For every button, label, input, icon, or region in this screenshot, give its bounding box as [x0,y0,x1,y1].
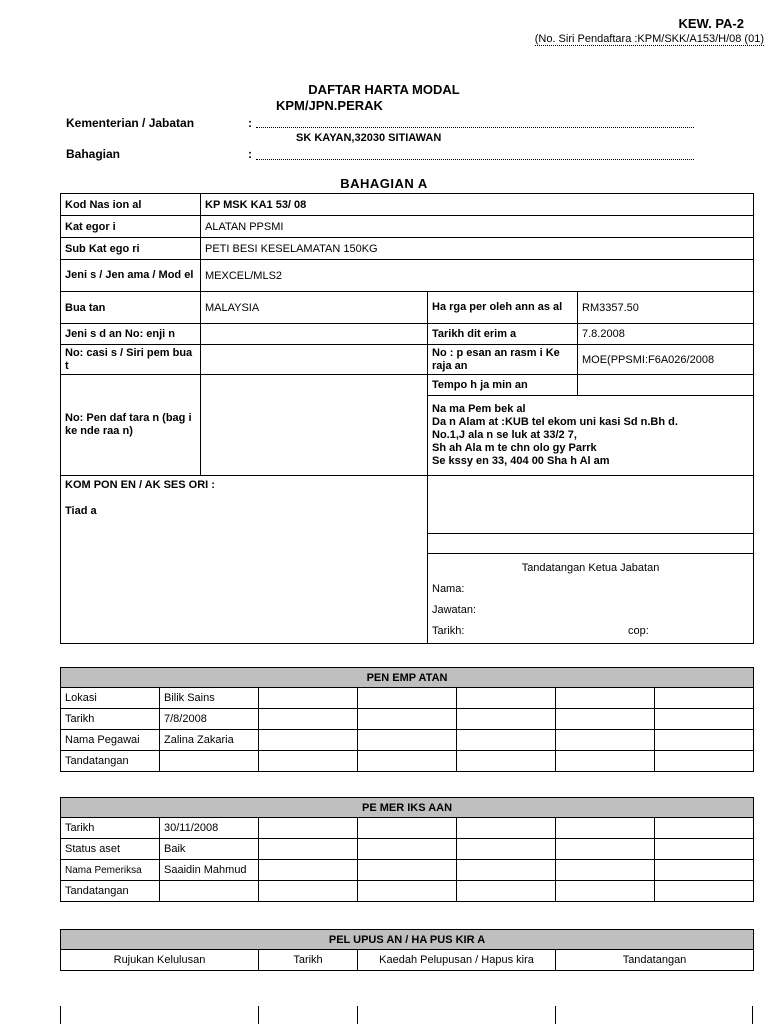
enjin-label: Jeni s d an No: enji n [61,324,201,345]
pelupusan-header-cell: Tandatangan [556,950,754,971]
pemeriksaan-row [61,860,754,881]
pemeriksaan-empty-cell [655,839,754,860]
komponen-value: Tiad a [65,505,97,517]
penempatan-row-label: Nama Pegawai [61,730,160,751]
bottom-rule-5 [752,1006,753,1024]
signature-cop: cop: [628,625,649,637]
form-code: KEW. PA-2 [678,16,744,31]
penempatan-empty-cell [259,730,358,751]
pelupusan-title: PEL UPUS AN / HA PUS KIR A [61,930,754,950]
pemeriksaan-empty-cell [358,818,457,839]
casis-label: No: casi s / Siri pem bua t [61,345,201,375]
pemeriksaan-table [60,797,754,902]
blank-cell-1 [428,476,754,534]
komponen-cell [61,476,428,644]
bahagian-field [256,159,694,160]
pemeriksaan-empty-cell [358,881,457,902]
komponen-label: KOM PON EN / AK SES ORI : [65,479,215,491]
penempatan-empty-cell [457,709,556,730]
penempatan-row-label: Tarikh [61,709,160,730]
penempatan-empty-cell [358,709,457,730]
pemeriksaan-row [61,818,754,839]
tempoh-label: Tempo h ja min an [428,375,578,396]
signature-tarikh-row [432,625,753,637]
tarikh-terima-label: Tarikh dit erim a [428,324,578,345]
tarikh-terima-value: 7.8.2008 [578,324,754,345]
penempatan-empty-cell [457,688,556,709]
pemeriksaan-empty-cell [259,818,358,839]
penempatan-empty-cell [457,730,556,751]
pemeriksaan-empty-cell [358,839,457,860]
kementerian-value: SK KAYAN,32030 SITIAWAN [296,132,442,144]
page-title: DAFTAR HARTA MODAL [308,82,460,97]
pemeriksaan-empty-cell [457,860,556,881]
signature-title: Tandatangan Ketua Jabatan [521,562,660,574]
pemeriksaan-row-value [160,881,259,902]
penempatan-empty-cell [655,730,754,751]
penempatan-row [61,730,754,751]
signature-block [428,554,754,644]
pemeriksaan-empty-cell [655,818,754,839]
pemeriksaan-empty-cell [655,860,754,881]
serial-number: (No. Siri Pendaftara :KPM/SKK/A153/H/08 (01) [534,33,764,45]
penempatan-empty-cell [556,730,655,751]
pemeriksaan-empty-cell [259,881,358,902]
enjin-value [201,324,428,345]
signature-nama: Nama: [432,583,465,595]
penempatan-row [61,751,754,772]
penempatan-empty-cell [259,688,358,709]
penempatan-title: PEN EMP ATAN [61,668,754,688]
penempatan-row [61,688,754,709]
kategori-label: Kat egor i [61,216,201,238]
pemeriksaan-row [61,881,754,902]
jenis-value: MEXCEL/MLS2 [201,260,754,292]
subkategori-label: Sub Kat ego ri [61,238,201,260]
penempatan-empty-cell [655,709,754,730]
section-a-table [60,193,754,644]
pemeriksaan-row-label: Status aset [61,839,160,860]
penempatan-empty-cell [358,751,457,772]
pemeriksaan-row-label: Tarikh [61,818,160,839]
pemeriksaan-row-label: Nama Pemeriksa [61,860,160,881]
pemeriksaan-empty-cell [457,818,556,839]
pelupusan-header-cell: Rujukan Kelulusan [61,950,259,971]
pemeriksaan-title: PE MER IKS AAN [61,798,754,818]
penempatan-empty-cell [457,751,556,772]
penempatan-empty-cell [556,709,655,730]
pelupusan-header-cell: Kaedah Pelupusan / Hapus kira [358,950,556,971]
penempatan-row-label: Lokasi [61,688,160,709]
buatan-value: MALAYSIA [201,292,428,324]
penempatan-empty-cell [358,688,457,709]
pembekal-info: Na ma Pem bek al Da n Alam at :KUB tel ekom uni kasi Sd n.Bh d. No.1,J ala n se luk at 33/2 7, Sh ah Ala m te chn olo gy Parrk Se kssy en 33, 404 00 Sha h Al am [428,396,754,476]
penempatan-empty-cell [556,688,655,709]
pendaftaran-label: No: Pen daf tara n (bag i ke nde raa n) [61,375,201,476]
pemeriksaan-empty-cell [655,881,754,902]
penempatan-empty-cell [556,751,655,772]
pemeriksaan-empty-cell [457,881,556,902]
penempatan-row [61,709,754,730]
penempatan-row-value: Zalina Zakaria [160,730,259,751]
pemeriksaan-row-value: Saaidin Mahmud [160,860,259,881]
pemeriksaan-empty-cell [457,839,556,860]
pemeriksaan-row-label: Tandatangan [61,881,160,902]
penempatan-empty-cell [655,751,754,772]
penempatan-empty-cell [358,730,457,751]
pemeriksaan-empty-cell [259,839,358,860]
kod-label: Kod Nas ion al [61,194,201,216]
kategori-value: ALATAN PPSMI [201,216,754,238]
bottom-rule-1 [60,1006,61,1024]
pemeriksaan-empty-cell [358,860,457,881]
pesanan-value: MOE(PPSMI:F6A026/2008 [578,345,754,375]
bahagian-colon: : [248,147,252,161]
penempatan-empty-cell [259,751,358,772]
pemeriksaan-empty-cell [259,860,358,881]
pelupusan-header-row [61,950,754,971]
pemeriksaan-empty-cell [556,839,655,860]
pemeriksaan-row [61,839,754,860]
page-subtitle: KPM/JPN.PERAK [276,98,383,113]
section-a-title: BAHAGIAN A [340,176,428,191]
pelupusan-header-cell: Tarikh [259,950,358,971]
bottom-rule-3 [357,1006,358,1024]
bottom-rule-2 [258,1006,259,1024]
pelupusan-table [60,929,754,971]
kementerian-colon: : [248,116,252,130]
bottom-rule-4 [555,1006,556,1024]
pendaftaran-value [201,375,428,476]
penempatan-empty-cell [259,709,358,730]
pemeriksaan-empty-cell [556,818,655,839]
signature-jawatan: Jawatan: [432,604,477,616]
harga-label: Ha rga per oleh ann as al [428,292,578,324]
penempatan-empty-cell [655,688,754,709]
jenis-label: Jeni s / Jen ama / Mod el [61,260,201,292]
subkategori-value: PETI BESI KESELAMATAN 150KG [201,238,754,260]
harga-value: RM3357.50 [578,292,754,324]
pemeriksaan-empty-cell [556,860,655,881]
kementerian-field [256,127,694,128]
kementerian-label: Kementerian / Jabatan [66,116,195,130]
casis-value [201,345,428,375]
pesanan-label: No : p esan an rasm i Ke raja an [428,345,578,375]
blank-cell-2 [428,534,754,554]
penempatan-row-value [160,751,259,772]
pemeriksaan-empty-cell [556,881,655,902]
penempatan-row-value: Bilik Sains [160,688,259,709]
pemeriksaan-row-value: Baik [160,839,259,860]
penempatan-row-value: 7/8/2008 [160,709,259,730]
buatan-label: Bua tan [61,292,201,324]
penempatan-table [60,667,754,772]
penempatan-row-label: Tandatangan [61,751,160,772]
bahagian-label: Bahagian [66,147,121,161]
signature-tarikh: Tarikh: [432,625,465,637]
pemeriksaan-row-value: 30/11/2008 [160,818,259,839]
kod-value: KP MSK KA1 53/ 08 [201,194,754,216]
tempoh-value [578,375,754,396]
